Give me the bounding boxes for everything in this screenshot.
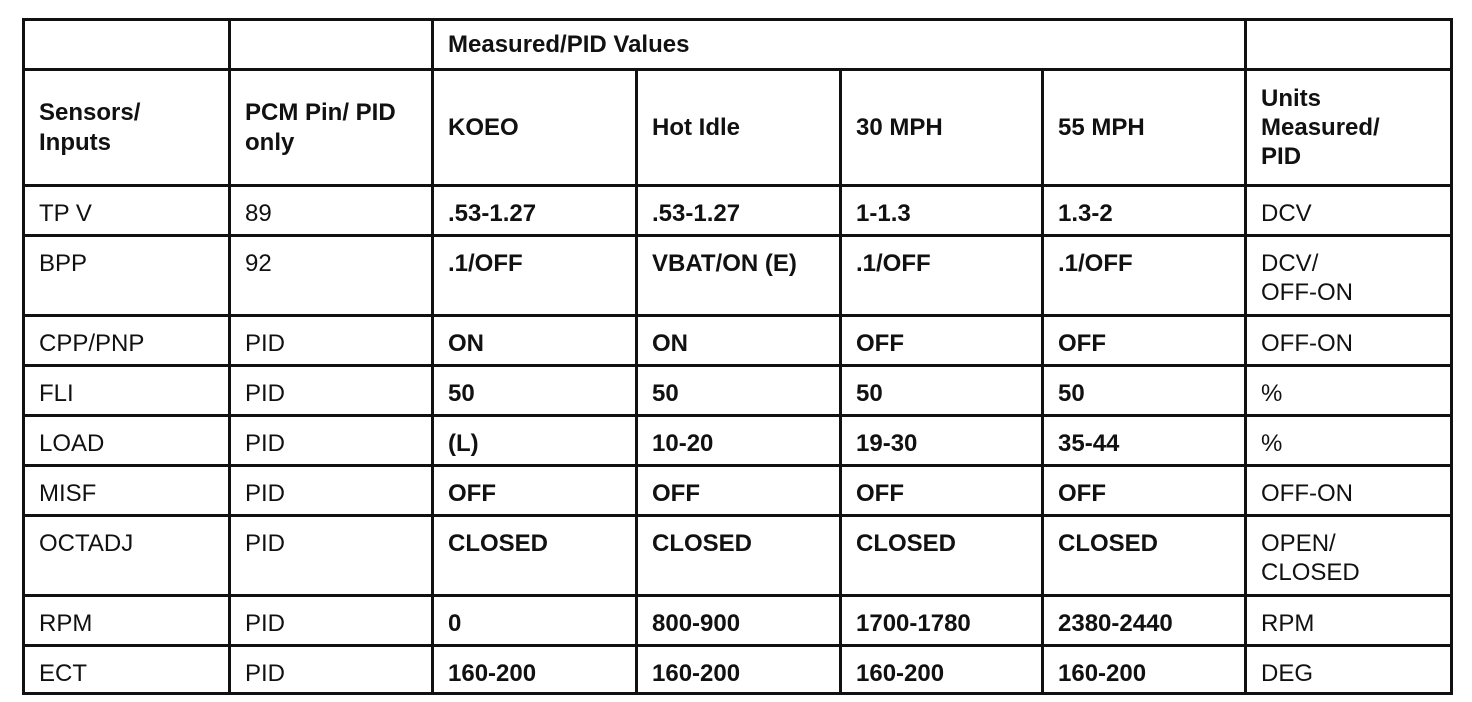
table-row (24, 416, 1452, 466)
col-header-units: Units Measured/ PID (1246, 70, 1452, 186)
cell-units: OFF-ON (1246, 466, 1452, 516)
table-row (24, 516, 1452, 596)
cell-koeo: CLOSED (433, 516, 637, 596)
cell-hot-idle: CLOSED (637, 516, 841, 596)
cell-units: DCV (1246, 186, 1452, 236)
cell-units: DCV/ OFF-ON (1246, 236, 1452, 316)
col-header-sensors: Sensors/ Inputs (24, 70, 230, 186)
table-row (24, 646, 1452, 694)
cell-sensor: OCTADJ (24, 516, 230, 596)
cell-pin: PID (230, 466, 433, 516)
cell-pin: PID (230, 596, 433, 646)
empty-header-cell (24, 20, 230, 70)
group-header-row (24, 20, 1452, 70)
cell-mph55: 50 (1043, 366, 1246, 416)
table-row (24, 186, 1452, 236)
cell-sensor: TP V (24, 186, 230, 236)
cell-mph55: 35-44 (1043, 416, 1246, 466)
cell-mph30: 1-1.3 (841, 186, 1043, 236)
cell-sensor: RPM (24, 596, 230, 646)
cell-hot-idle: OFF (637, 466, 841, 516)
cell-mph30: 50 (841, 366, 1043, 416)
cell-koeo: (L) (433, 416, 637, 466)
cell-units: OPEN/ CLOSED (1246, 516, 1452, 596)
cell-sensor: LOAD (24, 416, 230, 466)
cell-pin: 92 (230, 236, 433, 316)
cell-mph55: OFF (1043, 466, 1246, 516)
cell-mph30: OFF (841, 316, 1043, 366)
table-row (24, 596, 1452, 646)
cell-mph30: 1700-1780 (841, 596, 1043, 646)
cell-koeo: .53-1.27 (433, 186, 637, 236)
cell-koeo: 50 (433, 366, 637, 416)
cell-sensor: CPP/PNP (24, 316, 230, 366)
empty-header-cell (1246, 20, 1452, 70)
cell-hot-idle: ON (637, 316, 841, 366)
cell-mph30: 19-30 (841, 416, 1043, 466)
cell-mph55: 160-200 (1043, 646, 1246, 694)
cell-sensor: FLI (24, 366, 230, 416)
cell-koeo: ON (433, 316, 637, 366)
cell-mph55: OFF (1043, 316, 1246, 366)
cell-pin: 89 (230, 186, 433, 236)
cell-sensor: ECT (24, 646, 230, 694)
col-header-30mph: 30 MPH (841, 70, 1043, 186)
col-header-55mph: 55 MPH (1043, 70, 1246, 186)
cell-pin: PID (230, 316, 433, 366)
cell-pin: PID (230, 366, 433, 416)
cell-pin: PID (230, 416, 433, 466)
cell-hot-idle: 50 (637, 366, 841, 416)
cell-sensor: MISF (24, 466, 230, 516)
cell-mph30: 160-200 (841, 646, 1043, 694)
table-row (24, 236, 1452, 316)
cell-hot-idle: 10-20 (637, 416, 841, 466)
cell-hot-idle: VBAT/ON (E) (637, 236, 841, 316)
cell-units: % (1246, 416, 1452, 466)
table-row (24, 466, 1452, 516)
cell-pin: PID (230, 516, 433, 596)
cell-koeo: OFF (433, 466, 637, 516)
cell-koeo: 0 (433, 596, 637, 646)
cell-mph55: CLOSED (1043, 516, 1246, 596)
cell-units: OFF-ON (1246, 316, 1452, 366)
cell-hot-idle: 160-200 (637, 646, 841, 694)
cell-mph30: CLOSED (841, 516, 1043, 596)
cell-units: RPM (1246, 596, 1452, 646)
pid-values-table (22, 18, 1453, 695)
col-header-koeo: KOEO (433, 70, 637, 186)
col-header-pcm-pin: PCM Pin/ PID only (230, 70, 433, 186)
cell-sensor: BPP (24, 236, 230, 316)
cell-units: DEG (1246, 646, 1452, 694)
cell-pin: PID (230, 646, 433, 694)
col-header-hot-idle: Hot Idle (637, 70, 841, 186)
cell-hot-idle: .53-1.27 (637, 186, 841, 236)
table-row (24, 366, 1452, 416)
cell-mph55: 1.3-2 (1043, 186, 1246, 236)
column-header-row (24, 70, 1452, 186)
cell-units: % (1246, 366, 1452, 416)
empty-header-cell (230, 20, 433, 70)
cell-koeo: 160-200 (433, 646, 637, 694)
table-row (24, 316, 1452, 366)
cell-koeo: .1/OFF (433, 236, 637, 316)
cell-mph30: .1/OFF (841, 236, 1043, 316)
measured-values-group-header: Measured/PID Values (433, 20, 1246, 70)
cell-mph30: OFF (841, 466, 1043, 516)
cell-mph55: 2380-2440 (1043, 596, 1246, 646)
cell-mph55: .1/OFF (1043, 236, 1246, 316)
cell-hot-idle: 800-900 (637, 596, 841, 646)
